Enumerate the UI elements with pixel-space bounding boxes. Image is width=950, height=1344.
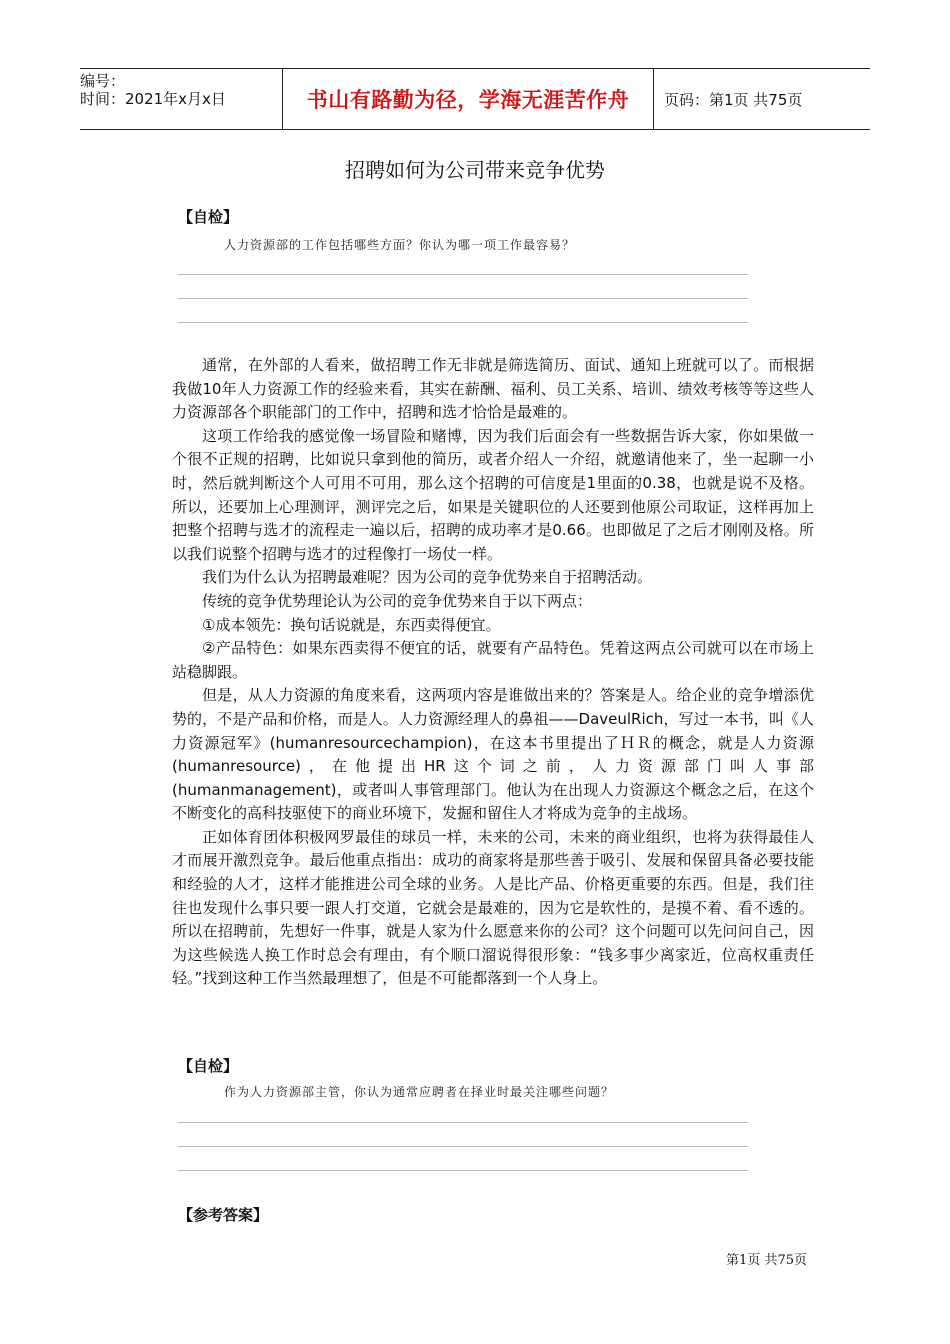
reference-answer-label: 【参考答案】 [178, 1206, 269, 1224]
paragraph: 传统的竞争优势理论认为公司的竞争优势来自于以下两点： [202, 591, 593, 610]
paragraph: 通常，在外部的人看来，做招聘工作无非就是筛选简历、面试、通知上班就可以了。而根据我做10年人力资源工作的经验来看，其实在薪酬、福利、员工关系、培训、绩效考核等等这些人力资源部各个职能部门的工作中，招聘和选才恰恰是最难的。 [172, 356, 814, 422]
time-label: 时间：2021年x月x日 [80, 90, 226, 108]
header-table [80, 68, 870, 130]
paragraph: 正如体育团体积极网罗最佳的球员一样，未来的公司，未来的商业组织，也将为获得最佳人才而展开激烈竞争。最后他重点指出：成功的商家将是那些善于吸引、发展和保留具备必要技能和经验的人才，这样才能推进公司全球的业务。人是比产品、价格更重要的东西。但是，我们往往也发现什么事只要一跟人打交道，它就会是最难的，因为它是软性的，是摸不着、看不透的。所以在招聘前，先想好一件事，就是人家为什么愿意来你的公司？这个问题可以先问问自己，因为这些候选人换工作时总会有理由，有个顺口溜说得很形象：“钱多事少离家近，位高权重责任轻。”找到这种工作当然最理想了，但是不可能都落到一个人身上。 [172, 827, 814, 988]
paragraph: 但是，从人力资源的角度来看，这两项内容是谁做出来的？答案是人。给企业的竞争增添优势的，不是产品和价格，而是人。人力资源经理人的鼻祖——DaveulRich，写过一本书，叫《人力资源冠军》(humanresourcechampion)，在这本书里提出了ＨＲ的概念，就是人力资源(humanresource)，在他提出HR这个词之前，人力资源部门叫人事部(humanmanagement)，或者叫人事管理部门。他认为在出现人力资源这个概念之后，在这个不断变化的高科技驱使下的商业环境下，发掘和留住人才将成为竞争的主战场。 [172, 686, 814, 823]
article-body [172, 354, 814, 991]
answer-line [178, 1170, 748, 1171]
answer-line [178, 298, 748, 299]
number-label: 编号： [80, 72, 126, 90]
self-check-question-2: 作为人力资源部主管，你认为通常应聘者在择业时最关注哪些问题？ [224, 1085, 615, 1099]
self-check-label-2: 【自检】 [178, 1057, 239, 1075]
paragraph: 我们为什么认为招聘最难呢？因为公司的竞争优势来自于招聘活动。 [202, 568, 653, 587]
page-title: 招聘如何为公司带来竞争优势 [345, 158, 605, 182]
paragraph: ①成本领先：换句话说就是，东西卖得便宜。 [202, 615, 501, 634]
answer-line [178, 1146, 748, 1147]
header-page-info: 页码：第1页 共75页 [664, 90, 803, 109]
paragraph: 这项工作给我的感觉像一场冒险和赌博，因为我们后面会有一些数据告诉大家，你如果做一个很不正规的招聘，比如说只拿到他的简历，或者介绍人一介绍，就邀请他来了，坐一起聊一小时，然后就判断这个人可用不可用，那么这个招聘的可信度是1里面的0.38，也就是说不及格。所以，还要加上心理测评，测评完之后，如果是关键职位的人还要到他原公司取证，这样再加上把整个招聘与选才的流程走一遍以后，招聘的成功率才是0.66。也即做足了之后才刚刚及格。所以我们说整个招聘与选才的过程像打一场仗一样。 [172, 426, 814, 563]
answer-line [178, 1122, 748, 1123]
self-check-question-1: 人力资源部的工作包括哪些方面？你认为哪一项工作最容易？ [224, 238, 576, 252]
page-footer: 第1页 共75页 [726, 1253, 807, 1268]
self-check-label-1: 【自检】 [178, 208, 239, 226]
answer-line [178, 322, 748, 323]
paragraph: ②产品特色：如果东西卖得不便宜的话，就要有产品特色。凭着这两点公司就可以在市场上站稳脚跟。 [172, 639, 814, 681]
answer-line [178, 274, 748, 275]
header-motto: 书山有路勤为径，学海无涯苦作舟 [282, 69, 654, 129]
header-meta [80, 69, 282, 129]
